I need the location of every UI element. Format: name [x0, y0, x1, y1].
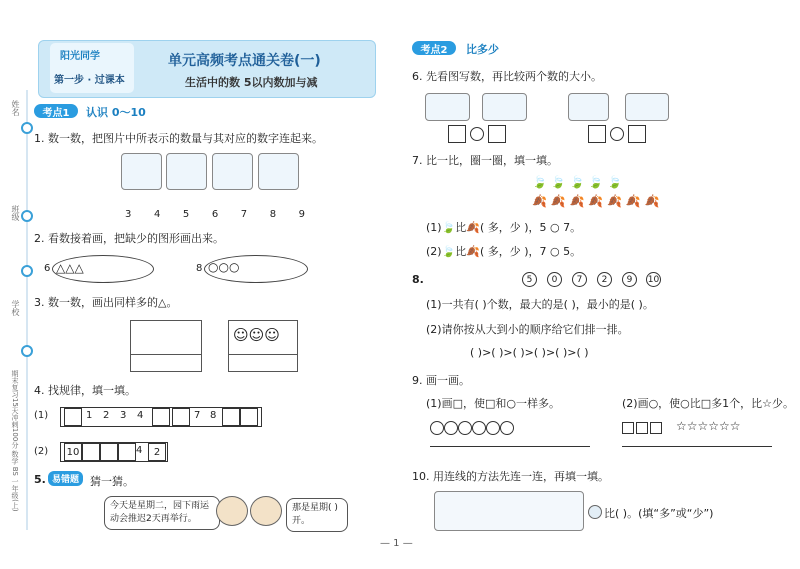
binding-hole	[21, 210, 33, 222]
class-label: 班级	[11, 205, 20, 221]
q4-value: 3	[120, 410, 127, 421]
child-figure-1	[216, 496, 248, 526]
school-label: 学校	[11, 300, 20, 316]
topic-badge: 考点1	[34, 104, 78, 118]
picture-balls-2	[625, 93, 669, 121]
q4-cell[interactable]	[152, 408, 170, 426]
binding-hole	[21, 122, 33, 134]
q3-picture-box	[130, 320, 202, 356]
q4-value: 4	[137, 410, 144, 421]
q6-answer-box[interactable]	[448, 125, 466, 143]
q8-number: 9	[622, 272, 637, 287]
q6-answer-box[interactable]	[488, 125, 506, 143]
picture-chickens	[121, 153, 162, 190]
page-number: — 1 —	[380, 538, 413, 549]
speech-bubble-1: 今天是星期二，园下雨运动会推迟2天再举行。	[104, 496, 220, 530]
circle-shape	[430, 421, 444, 435]
error-prone-badge: 易错题	[48, 471, 83, 486]
square-shape	[650, 422, 662, 434]
q1-number: 6	[211, 209, 219, 220]
q1-number-row	[125, 209, 305, 220]
q6-answer-box[interactable]	[628, 125, 646, 143]
q4-value: 2	[103, 410, 110, 421]
q1-number: 3	[125, 209, 132, 220]
q6-compare-circle[interactable]	[610, 127, 624, 141]
picture-balls	[425, 93, 470, 121]
question-10: 10. 用连线的方法先连一连，再填一填。	[412, 470, 609, 483]
q10-fill: 比( )。(填“多”或“少”)	[604, 507, 714, 520]
binding-hole	[21, 345, 33, 357]
q10-picture-box	[434, 491, 584, 531]
circle-shape	[458, 421, 472, 435]
q3-answer-box	[228, 354, 298, 372]
q8-number: 0	[547, 272, 562, 287]
q4-label-2: (2)	[34, 446, 49, 457]
name-label: 姓名	[11, 100, 20, 116]
shell-icons: 🍂 🍂 🍂 🍂 🍂 🍂 🍂	[532, 194, 660, 208]
q1-number: 8	[269, 209, 277, 220]
circle-shape	[500, 421, 514, 435]
q4-value: 8	[210, 410, 217, 421]
circle-shape	[472, 421, 486, 435]
q4-cell: 10	[64, 443, 82, 461]
picture-apples	[166, 153, 207, 190]
speech-bubble-2: 那是星期( )开。	[286, 498, 348, 532]
q8-number: 5	[522, 272, 537, 287]
square-shape	[622, 422, 634, 434]
q8-number: 10	[646, 272, 661, 287]
q4-cell: 2	[148, 443, 166, 461]
q4-value: 7	[194, 410, 201, 421]
binding-line	[26, 90, 28, 530]
star-icons: ☆☆☆☆☆☆	[676, 419, 741, 433]
logo-text: 阳光同学	[60, 51, 100, 62]
q3-answer-box	[130, 354, 202, 372]
smiley-icons: ☺☺☺	[233, 326, 280, 344]
q7-part-1: (1)🍃比🍂( 多，少 )，5 ○ 7。	[426, 221, 582, 234]
q8-number: 7	[572, 272, 587, 287]
picture-houses	[258, 153, 299, 190]
q4-value: 1	[86, 410, 93, 421]
q1-number: 9	[298, 209, 305, 220]
q2-number-a: 6	[44, 263, 51, 274]
series-label: 期末复习15天冲刺100分 数学 BS 一年级(上)	[11, 370, 19, 512]
q1-number: 7	[240, 209, 248, 220]
q9-part-1: (1)画□，使□和○一样多。	[426, 397, 560, 410]
q4-label-1: (1)	[34, 410, 49, 421]
q1-number: 5	[182, 209, 190, 220]
question-6: 6. 先看图写数，再比较两个数的大小。	[412, 70, 602, 83]
nut-icon	[588, 505, 602, 519]
picture-dots	[568, 93, 609, 121]
leaf-icons: 🍃 🍃 🍃 🍃 🍃	[532, 175, 622, 189]
question-3: 3. 数一数，画出同样多的△。	[34, 296, 178, 309]
logo	[50, 43, 134, 93]
question-9: 9. 画一画。	[412, 374, 470, 387]
picture-shells	[482, 93, 527, 121]
topic-title: 认识 0～10	[86, 106, 146, 119]
question-4: 4. 找规律，填一填。	[34, 384, 136, 397]
q8-sequence: ( )>( )>( )>( )>( )>( )	[470, 346, 589, 359]
circle-shape	[444, 421, 458, 435]
question-8: 8.	[412, 273, 424, 286]
answer-line[interactable]	[622, 446, 772, 447]
q9-part-2: (2)画○，使○比□多1个，比☆少。	[622, 397, 795, 410]
step-label: 第一步 · 过课本	[54, 75, 125, 86]
question-2: 2. 看数接着画，把缺少的图形画出来。	[34, 232, 224, 245]
q4-cell[interactable]	[64, 408, 82, 426]
q4-cell[interactable]	[172, 408, 190, 426]
q4-cell[interactable]	[82, 443, 100, 461]
page-title: 单元高频考点通关卷(一)	[168, 53, 321, 69]
q4-cell[interactable]	[118, 443, 136, 461]
question-5-number: 5.	[34, 473, 46, 486]
question-1: 1. 数一数，把图片中所表示的数量与其对应的数字连起来。	[34, 132, 323, 145]
q6-compare-circle[interactable]	[470, 127, 484, 141]
circle-shape	[486, 421, 500, 435]
q2-number-b: 8	[196, 263, 203, 274]
triangle-icons: △△△	[56, 261, 84, 275]
q8-part-2: (2)请你按从大到小的顺序给它们排一排。	[426, 323, 629, 336]
square-shape	[636, 422, 648, 434]
picture-circle-ring	[212, 153, 253, 190]
child-figure-2	[250, 496, 282, 526]
circle-icons: ○○○	[208, 260, 240, 274]
topic-badge: 考点2	[412, 41, 456, 55]
q4-cell[interactable]	[100, 443, 118, 461]
q7-part-2: (2)🍃比🍂( 多，少 )，7 ○ 5。	[426, 245, 582, 258]
q1-number: 4	[153, 209, 161, 220]
question-5-text: 猜一猜。	[90, 475, 134, 488]
topic-title: 比多少	[466, 43, 499, 56]
answer-line[interactable]	[430, 446, 590, 447]
question-7: 7. 比一比，圈一圈，填一填。	[412, 154, 558, 167]
q6-answer-box[interactable]	[588, 125, 606, 143]
q8-number: 2	[597, 272, 612, 287]
q4-cell[interactable]	[222, 408, 240, 426]
page-subtitle: 生活中的数 5以内数加与减	[185, 76, 318, 89]
q4-cell[interactable]	[240, 408, 258, 426]
binding-hole	[21, 265, 33, 277]
q4-value: 4	[136, 445, 143, 456]
q8-part-1: (1)一共有( )个数，最大的是( )，最小的是( )。	[426, 298, 654, 311]
